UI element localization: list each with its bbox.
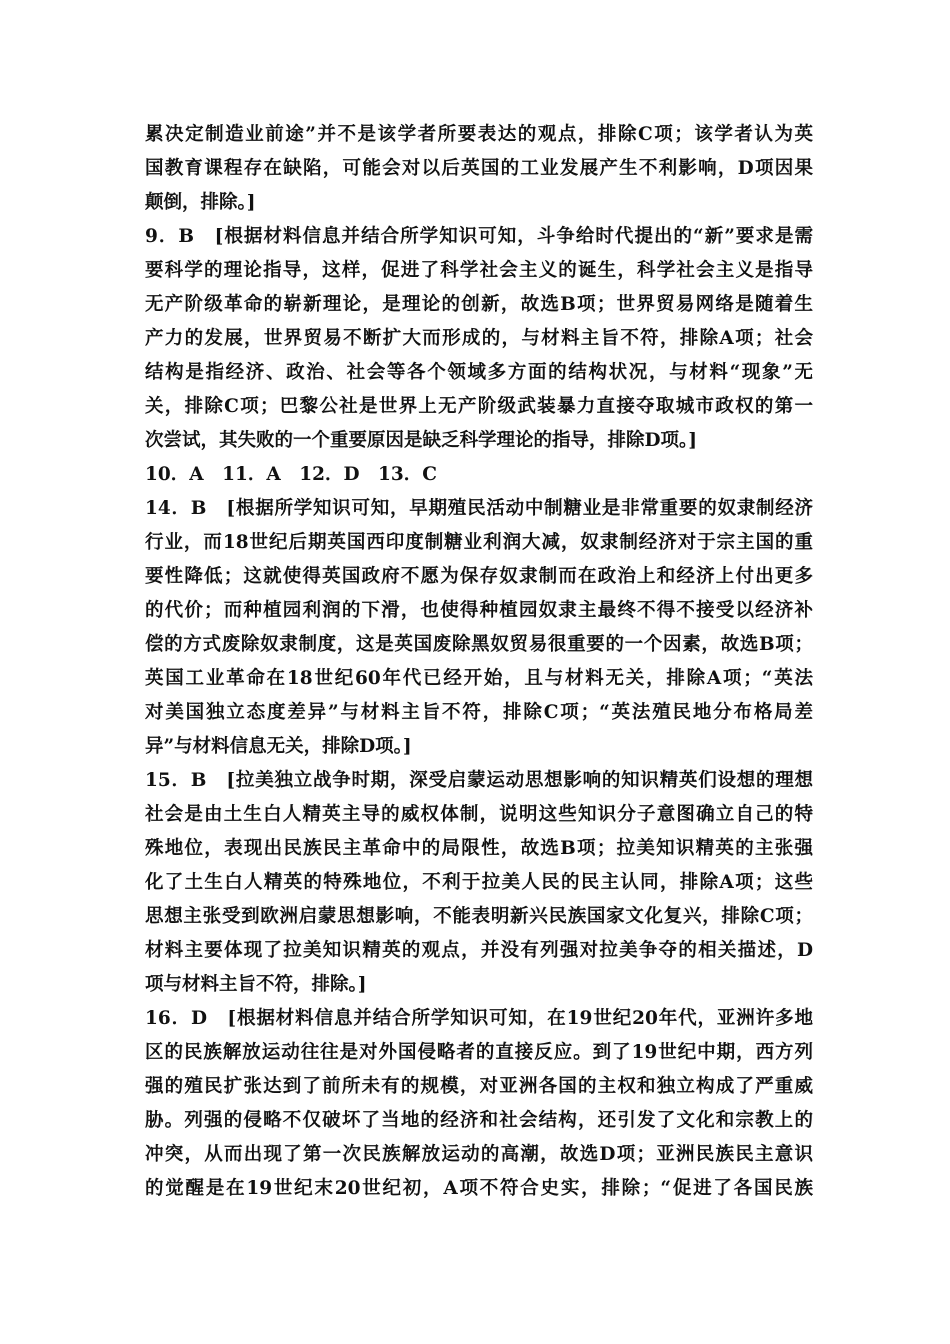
text-line: 社会是由土生白人精英主导的威权体制，说明这些知识分子意图确立自己的特 [145,804,813,825]
answer-9-line: 9．B [根据材料信息并结合所学知识可知，斗争给时代提出的“新”要求是需 [145,226,813,247]
text-line: 无产阶级革命的崭新理论，是理论的创新，故选B项；世界贸易网络是随着生 [145,294,813,315]
text-line: 异”与材料信息无关，排除D项。] [145,736,412,757]
text-line: 区的民族解放运动往往是对外国侵略者的直接反应。到了19世纪中期，西方列 [145,1042,813,1063]
answer-14-line: 14．B [根据所学知识可知，早期殖民活动中制糖业是非常重要的奴隶制经济 [145,498,813,519]
text-line: 产力的发展，世界贸易不断扩大而形成的，与材料主旨不符，排除A项；社会 [145,328,813,349]
text-line: 胁。列强的侵略不仅破坏了当地的经济和社会结构，还引发了文化和宗教上的 [145,1110,813,1131]
text-line: 关，排除C项；巴黎公社是世界上无产阶级武装暴力直接夺取城市政权的第一 [145,396,813,417]
text-line: 的代价；而种植园利润的下滑，也使得种植园奴隶主最终不得不接受以经济补 [145,600,813,621]
text-line: 强的殖民扩张达到了前所未有的规模，对亚洲各国的主权和独立构成了严重威 [145,1076,813,1097]
text-line: 英国工业革命在18世纪60年代已经开始，且与材料无关，排除A项；“英法 [145,668,813,689]
answer-16-line: 16．D [根据材料信息并结合所学知识可知，在19世纪20年代，亚洲许多地 [145,1008,813,1029]
text-line: 颠倒，排除。] [145,192,256,213]
text-line: 偿的方式废除奴隶制度，这是英国废除黑奴贸易很重要的一个因素，故选B项； [145,634,813,655]
text-line: 殊地位，表现出民族民主革命中的局限性，故选B项；拉美知识精英的主张强 [145,838,813,859]
text-line: 对美国独立态度差异”与材料主旨不符，排除C项；“英法殖民地分布格局差 [145,702,813,723]
answers-10-13-line: 10．A 11．A 12．D 13．C [145,464,437,485]
text-line: 冲突，从而出现了第一次民族解放运动的高潮，故选D项；亚洲民族民主意识 [145,1144,813,1165]
answer-15-line: 15．B [拉美独立战争时期，深受启蒙运动思想影响的知识精英们设想的理想 [145,770,813,791]
text-line: 材料主要体现了拉美知识精英的观点，并没有列强对拉美争夺的相关描述，D [145,940,813,961]
text-line: 化了土生白人精英的特殊地位，不利于拉美人民的民主认同，排除A项；这些 [145,872,813,893]
text-line: 思想主张受到欧洲启蒙思想影响，不能表明新兴民族国家文化复兴，排除C项； [145,906,813,927]
text-line: 要科学的理论指导，这样，促进了科学社会主义的诞生，科学社会主义是指导 [145,260,813,281]
text-line: 次尝试，其失败的一个重要原因是缺乏科学理论的指导，排除D项。] [145,430,698,451]
text-line: 累决定制造业前途”并不是该学者所要表达的观点，排除C项；该学者认为英 [145,124,813,145]
text-line: 要性降低；这就使得英国政府不愿为保存奴隶制而在政治上和经济上付出更多 [145,566,813,587]
answer-explanations [145,118,813,1206]
text-line: 的觉醒是在19世纪末20世纪初，A项不符合史实，排除；“促进了各国民族 [145,1178,813,1199]
text-line: 项与材料主旨不符，排除。] [145,974,367,995]
text-line: 行业，而18世纪后期英国西印度制糖业利润大减，奴隶制经济对于宗主国的重 [145,532,813,553]
text-line: 国教育课程存在缺陷，可能会对以后英国的工业发展产生不利影响，D项因果 [145,158,813,179]
text-line: 结构是指经济、政治、社会等各个领域多方面的结构状况，与材料“现象”无 [145,362,813,383]
